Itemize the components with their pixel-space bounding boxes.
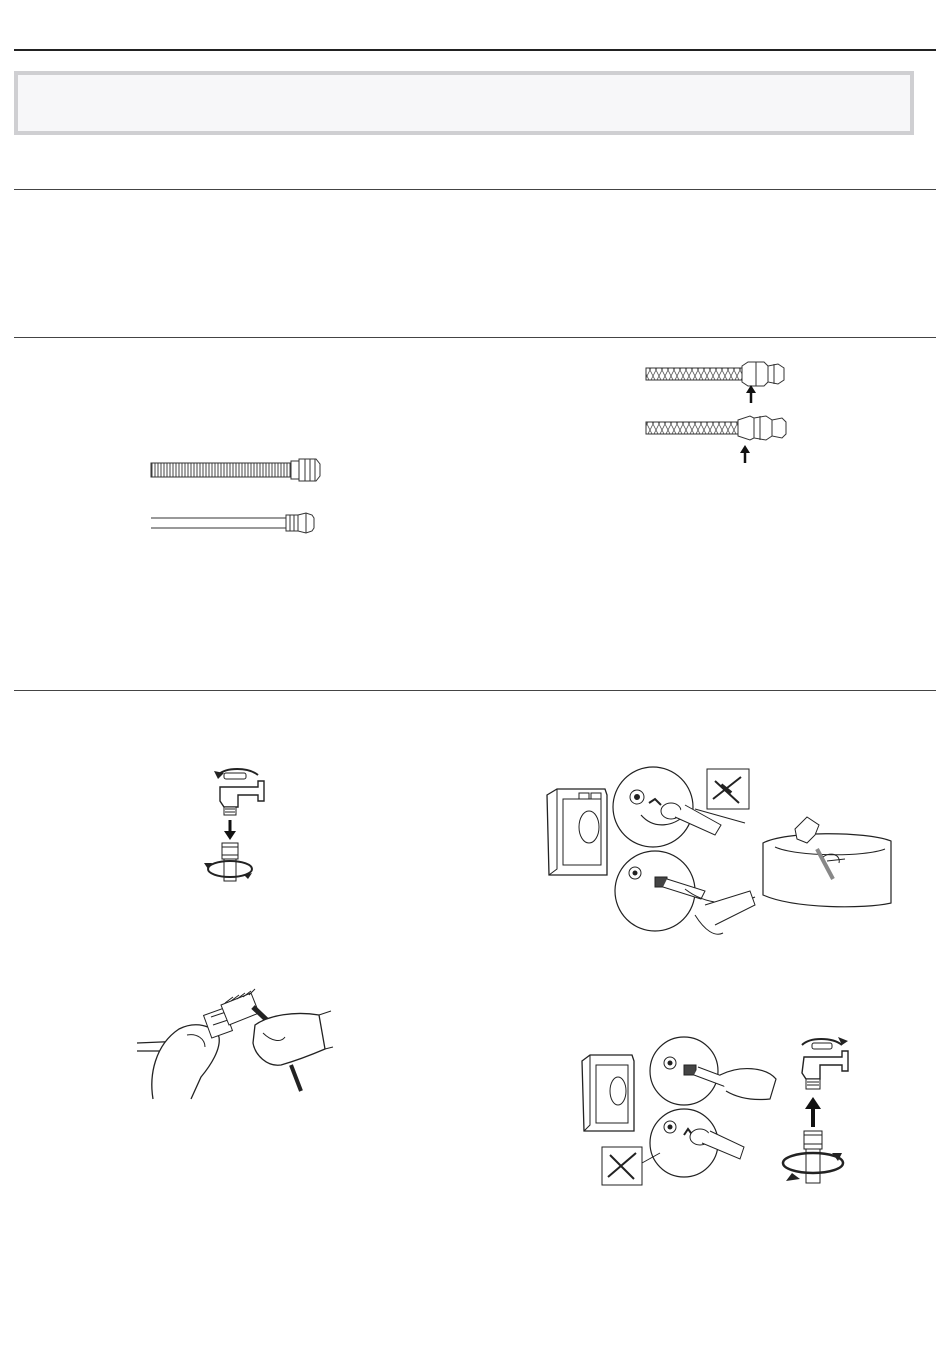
- section-divider-1: [14, 189, 936, 190]
- hose-connector-filter-illustration: [644, 358, 804, 468]
- machine-inlet-detach-illustration: [545, 765, 895, 945]
- section-divider-3: [14, 690, 936, 691]
- inlet-hose-types-illustration: [148, 455, 328, 540]
- section-divider-2: [14, 337, 936, 338]
- top-rule: [14, 49, 936, 51]
- section-title-box: [14, 71, 914, 135]
- hose-reattach-illustration: [580, 1035, 860, 1190]
- tap-unscrew-illustration: [200, 765, 272, 885]
- filter-brush-cleaning-illustration: [135, 985, 335, 1105]
